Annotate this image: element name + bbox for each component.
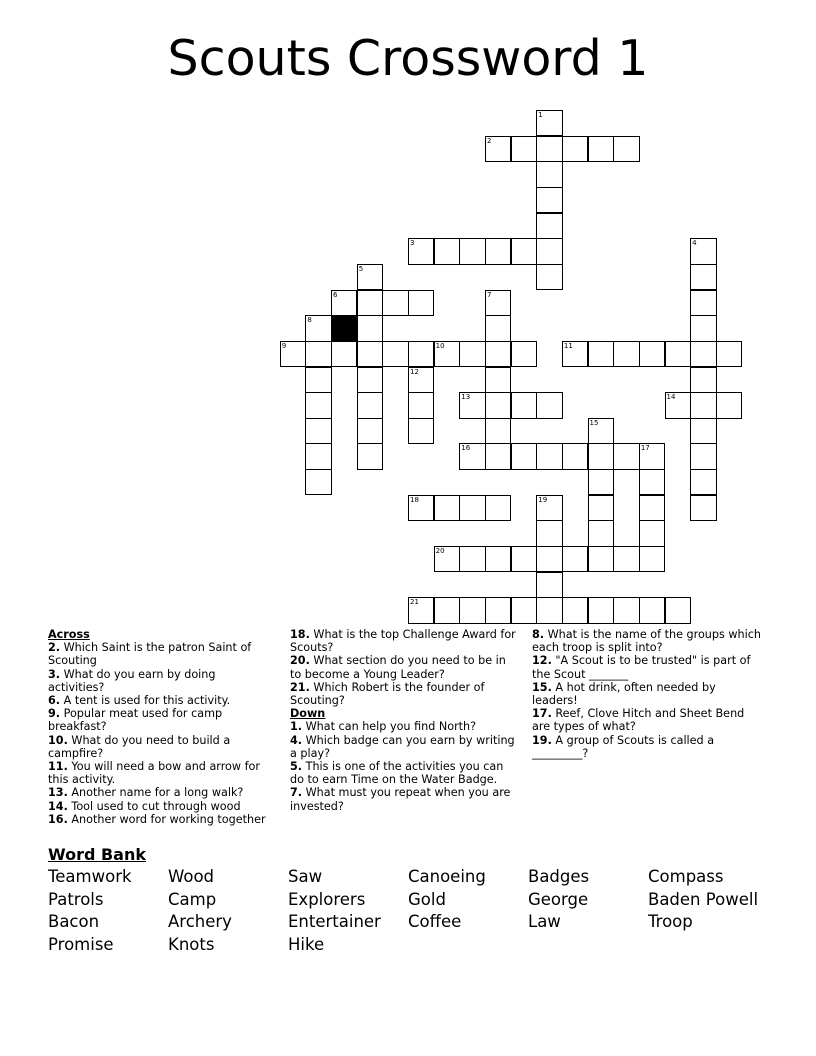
clue-number: 17 bbox=[640, 444, 650, 453]
crossword-square[interactable] bbox=[690, 264, 716, 290]
crossword-square[interactable] bbox=[511, 238, 537, 264]
word-bank-item: Coffee bbox=[408, 912, 462, 931]
crossword-square[interactable] bbox=[459, 443, 485, 469]
crossword-square[interactable] bbox=[690, 315, 716, 341]
crossword-square[interactable] bbox=[434, 597, 460, 623]
crossword-square[interactable] bbox=[716, 392, 742, 418]
clue-number: 15 bbox=[589, 418, 599, 427]
crossword-square[interactable] bbox=[434, 341, 460, 367]
clue-number: 10 bbox=[435, 341, 445, 350]
clue-number: 5 bbox=[358, 264, 364, 273]
crossword-square[interactable] bbox=[588, 136, 614, 162]
crossword-square[interactable] bbox=[665, 392, 691, 418]
word-bank-item: Knots bbox=[168, 934, 215, 954]
crossword-square[interactable] bbox=[639, 341, 665, 367]
crossword-square[interactable] bbox=[511, 443, 537, 469]
crossword-square[interactable] bbox=[305, 341, 331, 367]
crossword-square[interactable] bbox=[485, 136, 511, 162]
crossword-square[interactable] bbox=[665, 597, 691, 623]
crossword-square[interactable] bbox=[536, 238, 562, 264]
crossword-square[interactable] bbox=[690, 341, 716, 367]
crossword-square[interactable] bbox=[562, 443, 588, 469]
crossword-square[interactable] bbox=[536, 443, 562, 469]
clue-across-14: 14. Tool used to cut through wood bbox=[48, 799, 241, 813]
crossword-square[interactable] bbox=[331, 341, 357, 367]
word-bank-item: Badges bbox=[528, 867, 590, 886]
crossword-square[interactable] bbox=[305, 469, 331, 495]
crossword-square[interactable] bbox=[357, 418, 383, 444]
crossword-square[interactable] bbox=[459, 495, 485, 521]
clue-number: 4 bbox=[692, 239, 697, 248]
clue-number: 12 bbox=[410, 367, 419, 376]
clue-number: 14 bbox=[666, 393, 676, 402]
blocked-square bbox=[331, 315, 357, 341]
crossword-square[interactable] bbox=[408, 597, 434, 623]
crossword-square[interactable] bbox=[588, 418, 614, 444]
crossword-square[interactable] bbox=[485, 238, 511, 264]
clue-number: 16 bbox=[461, 444, 471, 453]
clue-number: 1 bbox=[538, 111, 543, 119]
clue-across-13: 13. Another name for a long walk? bbox=[48, 786, 244, 800]
crossword-square[interactable] bbox=[588, 469, 614, 495]
crossword-square[interactable] bbox=[588, 443, 614, 469]
across-heading: Across bbox=[48, 628, 90, 641]
crossword-square[interactable] bbox=[485, 341, 511, 367]
crossword-square[interactable] bbox=[562, 597, 588, 623]
crossword-square[interactable] bbox=[588, 597, 614, 623]
crossword-square[interactable] bbox=[459, 392, 485, 418]
clue-across-9: 9. Popular meat used for camp breakfast? bbox=[48, 707, 223, 734]
clue-down-5: 5. This is one of the activities you can do to earn Time on the Water Badge. bbox=[290, 760, 504, 787]
clue-down-8: 8. What is the name of the groups which each troop is split into? bbox=[532, 628, 761, 655]
crossword-square[interactable] bbox=[536, 495, 562, 521]
word-bank-item: Compass bbox=[648, 867, 724, 886]
crossword-square[interactable] bbox=[613, 136, 639, 162]
crossword-square[interactable] bbox=[357, 392, 383, 418]
word-bank-item: Teamwork bbox=[48, 867, 132, 886]
clue-across-20: 20. What section do you need to be in to become a Young Leader? bbox=[290, 654, 506, 681]
word-bank-item: George bbox=[528, 889, 589, 909]
word-bank-item: Explorers bbox=[288, 889, 366, 909]
down-heading: Down bbox=[290, 707, 326, 721]
crossword-square[interactable] bbox=[408, 238, 434, 264]
crossword-square[interactable] bbox=[511, 597, 537, 623]
crossword-square[interactable] bbox=[485, 597, 511, 623]
crossword-square[interactable] bbox=[690, 443, 716, 469]
crossword-square[interactable] bbox=[485, 290, 511, 316]
crossword-square[interactable] bbox=[382, 341, 408, 367]
crossword-square[interactable] bbox=[459, 341, 485, 367]
crossword-square[interactable] bbox=[588, 546, 614, 572]
crossword-square[interactable] bbox=[562, 136, 588, 162]
crossword-square[interactable] bbox=[562, 546, 588, 572]
clues-column-1 bbox=[48, 628, 274, 826]
crossword-square[interactable] bbox=[536, 136, 562, 162]
word-bank-item: Canoeing bbox=[408, 867, 486, 886]
clue-number: 8 bbox=[307, 316, 312, 325]
crossword-square[interactable] bbox=[536, 572, 562, 598]
crossword-square[interactable] bbox=[588, 341, 614, 367]
crossword-square[interactable] bbox=[408, 418, 434, 444]
word-bank-item: Promise bbox=[48, 934, 114, 954]
word-bank-item: Law bbox=[528, 912, 561, 931]
crossword-square[interactable] bbox=[690, 238, 716, 264]
crossword-square[interactable] bbox=[536, 264, 562, 290]
crossword-square[interactable] bbox=[613, 597, 639, 623]
crossword-square[interactable] bbox=[613, 341, 639, 367]
clue-down-7: 7. What must you repeat when you are invested? bbox=[290, 786, 511, 813]
word-bank-item: Wood bbox=[168, 867, 215, 886]
crossword-square[interactable] bbox=[459, 597, 485, 623]
page-title: Scouts Crossword 1 bbox=[167, 30, 649, 87]
crossword-square[interactable] bbox=[382, 290, 408, 316]
crossword-square[interactable] bbox=[485, 418, 511, 444]
crossword-square[interactable] bbox=[690, 418, 716, 444]
crossword-square[interactable] bbox=[690, 495, 716, 521]
crossword-square[interactable] bbox=[280, 341, 306, 367]
crossword-square[interactable] bbox=[459, 546, 485, 572]
crossword-square[interactable] bbox=[511, 392, 537, 418]
crossword-square[interactable] bbox=[305, 367, 331, 393]
word-bank-item: Camp bbox=[168, 889, 217, 909]
crossword-square[interactable] bbox=[639, 520, 665, 546]
clue-number: 6 bbox=[333, 290, 338, 299]
clue-number: 20 bbox=[435, 547, 445, 556]
crossword-square[interactable] bbox=[357, 290, 383, 316]
crossword-square[interactable] bbox=[536, 161, 562, 187]
crossword-square[interactable] bbox=[639, 597, 665, 623]
crossword-square[interactable] bbox=[305, 418, 331, 444]
crossword-square[interactable] bbox=[639, 443, 665, 469]
clue-down-4: 4. Which badge can you earn by writing a play? bbox=[290, 733, 515, 760]
clues-column-3 bbox=[532, 628, 762, 760]
crossword-square[interactable] bbox=[357, 341, 383, 367]
clue-number: 18 bbox=[410, 495, 419, 504]
crossword-square[interactable] bbox=[511, 136, 537, 162]
word-bank-item: Bacon bbox=[48, 912, 100, 931]
crossword-square[interactable] bbox=[690, 290, 716, 316]
crossword-square[interactable] bbox=[639, 546, 665, 572]
crossword-square[interactable] bbox=[536, 520, 562, 546]
clue-across-3: 3. What do you earn by doing activities? bbox=[48, 667, 216, 694]
word-bank-item: Troop bbox=[648, 912, 693, 931]
crossword-square[interactable] bbox=[434, 495, 460, 521]
word-bank-item: Gold bbox=[408, 889, 446, 909]
crossword-square[interactable] bbox=[613, 546, 639, 572]
clue-number: 9 bbox=[281, 341, 287, 350]
crossword-square[interactable] bbox=[305, 443, 331, 469]
word-bank-item: Hike bbox=[288, 934, 325, 954]
crossword-square[interactable] bbox=[690, 367, 716, 393]
clue-number: 13 bbox=[461, 393, 471, 402]
word-bank-item: Saw bbox=[288, 867, 323, 886]
word-bank-item: Patrols bbox=[48, 889, 104, 909]
crossword-square[interactable] bbox=[357, 443, 383, 469]
crossword-square[interactable] bbox=[511, 341, 537, 367]
clue-number: 3 bbox=[410, 239, 415, 248]
clue-across-2: 2. Which Saint is the patron Saint of Scouting bbox=[48, 641, 252, 668]
crossword-square[interactable] bbox=[716, 341, 742, 367]
crossword-square[interactable] bbox=[305, 392, 331, 418]
crossword-square[interactable] bbox=[434, 546, 460, 572]
crossword-square[interactable] bbox=[639, 469, 665, 495]
crossword-square[interactable] bbox=[357, 367, 383, 393]
clue-across-10: 10. What do you need to build a campfire? bbox=[48, 733, 231, 760]
word-bank-item: Entertainer bbox=[288, 912, 381, 931]
word-bank-heading: Word Bank bbox=[48, 845, 147, 864]
crossword-square[interactable] bbox=[305, 315, 331, 341]
crossword-square[interactable] bbox=[562, 341, 588, 367]
crossword-square[interactable] bbox=[408, 290, 434, 316]
clue-number: 2 bbox=[486, 136, 492, 145]
crossword-square[interactable] bbox=[485, 367, 511, 393]
crossword-square[interactable] bbox=[690, 392, 716, 418]
clue-across-16: 16. Another word for working together bbox=[48, 812, 266, 826]
crossword-square[interactable] bbox=[690, 469, 716, 495]
crossword-square[interactable] bbox=[536, 597, 562, 623]
word-bank-item: Baden Powell bbox=[648, 889, 759, 909]
crossword-square[interactable] bbox=[536, 187, 562, 213]
crossword-square[interactable] bbox=[485, 546, 511, 572]
crossword-square[interactable] bbox=[331, 290, 357, 316]
clue-across-21: 21. Which Robert is the founder of Scouting? bbox=[290, 680, 485, 708]
clue-down-17: 17. Reef, Clove Hitch and Sheet Bend are types of what? bbox=[532, 707, 745, 734]
clue-across-18: 18. What is the top Challenge Award for Scouts? bbox=[290, 628, 516, 655]
word-bank-item: Archery bbox=[168, 912, 232, 931]
crossword-square[interactable] bbox=[408, 341, 434, 367]
crossword-square[interactable] bbox=[536, 213, 562, 239]
clue-down-19: 19. A group of Scouts is called a _________? bbox=[532, 733, 715, 760]
clue-number: 11 bbox=[563, 341, 573, 350]
clue-down-12: 12. "A Scout is to be trusted" is part of the Scout _______ bbox=[532, 654, 751, 681]
clue-down-1: 1. What can help you find North? bbox=[290, 720, 477, 734]
crossword-square[interactable] bbox=[485, 443, 511, 469]
crossword-square[interactable] bbox=[485, 315, 511, 341]
clue-down-15: 15. A hot drink, often needed by leaders! bbox=[532, 680, 716, 708]
crossword-square[interactable] bbox=[536, 392, 562, 418]
clue-number: 7 bbox=[486, 290, 492, 299]
crossword-square[interactable] bbox=[434, 238, 460, 264]
crossword-square[interactable] bbox=[459, 238, 485, 264]
word-bank bbox=[48, 867, 788, 957]
crossword-square[interactable] bbox=[613, 443, 639, 469]
clue-across-6: 6. A tent is used for this activity. bbox=[48, 694, 231, 708]
crossword-square[interactable] bbox=[408, 367, 434, 393]
clue-number: 21 bbox=[410, 598, 419, 607]
crossword-square[interactable] bbox=[408, 392, 434, 418]
clue-across-11: 11. You will need a bow and arrow for this activity. bbox=[48, 760, 260, 787]
crossword-square[interactable] bbox=[665, 341, 691, 367]
crossword-square[interactable] bbox=[588, 495, 614, 521]
crossword-square[interactable] bbox=[536, 546, 562, 572]
crossword-square[interactable] bbox=[536, 110, 562, 136]
crossword-square[interactable] bbox=[357, 264, 383, 290]
crossword-square[interactable] bbox=[408, 495, 434, 521]
crossword-square[interactable] bbox=[485, 392, 511, 418]
crossword-square[interactable] bbox=[588, 520, 614, 546]
clue-number: 19 bbox=[538, 495, 548, 504]
crossword-square[interactable] bbox=[485, 495, 511, 521]
crossword-square[interactable] bbox=[639, 495, 665, 521]
crossword-square[interactable] bbox=[357, 315, 383, 341]
clues-column-2 bbox=[290, 628, 516, 813]
crossword-square[interactable] bbox=[511, 546, 537, 572]
